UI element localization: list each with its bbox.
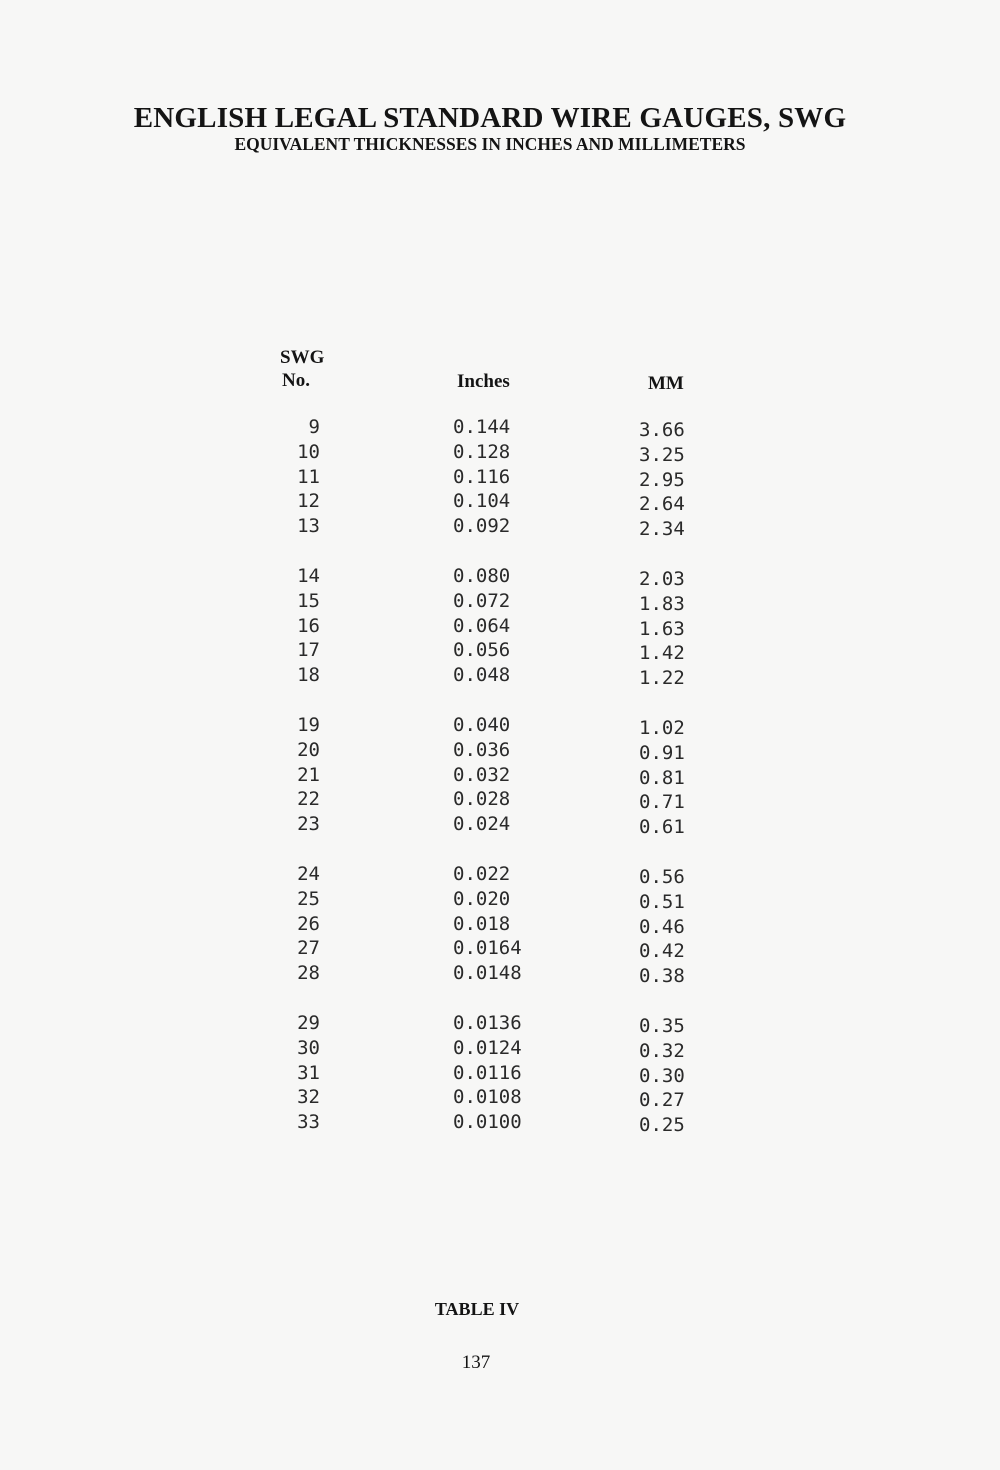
table-caption: TABLE IV <box>434 1299 520 1319</box>
page-subtitle: EQUIVALENT THICKNESSES IN INCHES AND MILLIMETERS <box>234 134 746 154</box>
inches-cell: 0.0100 <box>453 1111 522 1134</box>
swg-cell: 19 <box>297 714 320 736</box>
mm-cell: 1.83 <box>639 592 685 615</box>
swg-cell: 33 <box>297 1111 320 1134</box>
inches-cell: 0.048 <box>453 664 511 687</box>
mm-cell: 1.22 <box>639 667 685 690</box>
swg-cell: 12 <box>297 490 320 513</box>
inches-cell: 0.036 <box>453 738 511 761</box>
mm-cell: 0.56 <box>639 866 685 888</box>
mm-cell: 0.42 <box>639 940 685 963</box>
swg-cell: 29 <box>297 1012 320 1034</box>
mm-cell: 1.42 <box>639 642 685 665</box>
swg-cell: 15 <box>297 589 320 612</box>
mm-cell: 0.51 <box>639 890 685 913</box>
inches-cell: 0.128 <box>453 440 511 463</box>
inches-cell: 0.0108 <box>453 1086 522 1109</box>
inches-cell: 0.0148 <box>453 962 522 985</box>
column-header-swg: SWG <box>280 347 325 368</box>
mm-cell: 3.66 <box>639 419 685 441</box>
swg-cell: 21 <box>297 763 320 786</box>
mm-cell: 1.63 <box>639 617 685 640</box>
inches-cell: 0.080 <box>453 565 511 587</box>
swg-cell: 17 <box>297 639 320 662</box>
swg-cell: 18 <box>297 664 320 687</box>
inches-cell: 0.072 <box>453 589 511 612</box>
inches-cell: 0.0124 <box>453 1036 522 1059</box>
mm-cell: 0.81 <box>639 766 685 789</box>
inches-cell: 0.032 <box>453 763 511 786</box>
mm-cell: 2.95 <box>639 468 685 491</box>
inches-cell: 0.028 <box>453 788 511 811</box>
swg-cell: 11 <box>297 465 320 488</box>
swg-cell: 32 <box>297 1086 320 1109</box>
swg-cell: 13 <box>297 515 320 538</box>
mm-cell: 0.71 <box>639 791 685 814</box>
swg-cell: 31 <box>297 1061 320 1084</box>
swg-cell: 20 <box>297 738 320 761</box>
mm-cell: 0.91 <box>639 741 685 764</box>
mm-cell: 2.34 <box>639 518 685 541</box>
swg-cell: 16 <box>297 614 320 637</box>
mm-cell: 2.64 <box>639 493 685 516</box>
inches-cell: 0.0164 <box>453 937 522 960</box>
inches-cell: 0.0136 <box>453 1012 522 1034</box>
mm-cell: 2.03 <box>639 568 685 590</box>
mm-cell: 0.32 <box>639 1039 685 1062</box>
swg-cell: 24 <box>297 863 320 885</box>
inches-cell: 0.056 <box>453 639 511 662</box>
inches-cell: 0.116 <box>453 465 511 488</box>
swg-cell: 22 <box>297 788 320 811</box>
mm-cell: 0.35 <box>639 1015 685 1037</box>
swg-cell: 10 <box>297 440 320 463</box>
swg-cell: 25 <box>297 887 320 910</box>
mm-cell: 0.46 <box>639 915 685 938</box>
swg-cell: 28 <box>297 962 320 985</box>
inches-cell: 0.022 <box>453 863 511 885</box>
column-header-mm: MM <box>648 373 684 394</box>
inches-cell: 0.104 <box>453 490 511 513</box>
mm-cell: 0.61 <box>639 816 685 839</box>
inches-cell: 0.144 <box>453 416 511 438</box>
column-header-inches: Inches <box>457 371 510 392</box>
inches-cell: 0.020 <box>453 887 511 910</box>
swg-cell: 23 <box>297 813 320 836</box>
page-number: 137 <box>461 1352 491 1373</box>
inches-cell: 0.040 <box>453 714 511 736</box>
mm-cell: 0.27 <box>639 1089 685 1112</box>
inches-cell: 0.092 <box>453 515 511 538</box>
inches-cell: 0.064 <box>453 614 511 637</box>
column-header-swg-no: No. <box>282 370 310 391</box>
inches-cell: 0.018 <box>453 912 511 935</box>
swg-cell: 30 <box>297 1036 320 1059</box>
mm-cell: 0.38 <box>639 965 685 988</box>
mm-cell: 1.02 <box>639 717 685 739</box>
page-title: ENGLISH LEGAL STANDARD WIRE GAUGES, SWG <box>133 102 847 134</box>
swg-cell: 14 <box>297 565 320 587</box>
mm-cell: 3.25 <box>639 443 685 466</box>
mm-cell: 0.25 <box>639 1114 685 1137</box>
swg-cell: 26 <box>297 912 320 935</box>
swg-cell: 27 <box>297 937 320 960</box>
inches-cell: 0.024 <box>453 813 511 836</box>
mm-cell: 0.30 <box>639 1064 685 1087</box>
swg-cell: 9 <box>308 416 320 438</box>
inches-cell: 0.0116 <box>453 1061 522 1084</box>
